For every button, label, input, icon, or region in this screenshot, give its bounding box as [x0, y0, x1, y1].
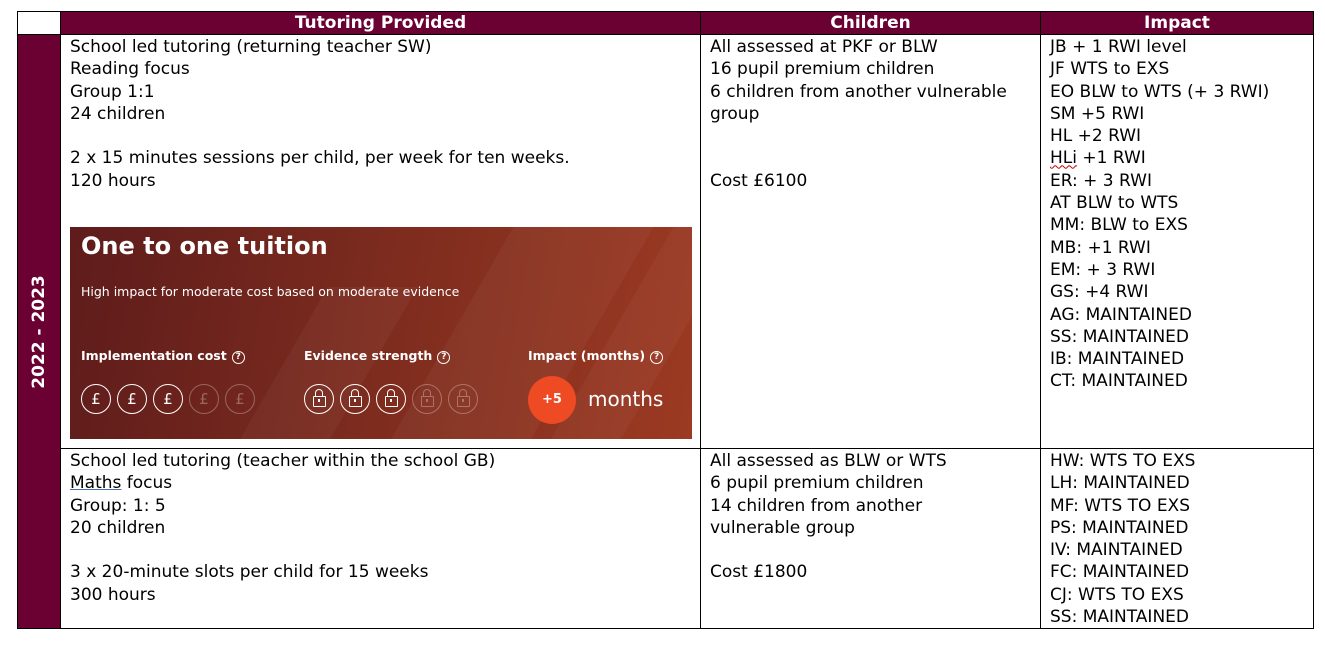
impact-line: SM +5 RWI: [1050, 103, 1145, 124]
tutoring-cell-maths: [61, 449, 701, 629]
text-line: 24 children: [70, 103, 166, 124]
text-line: [710, 125, 1031, 147]
children-cell-reading: [701, 35, 1041, 449]
table-row: [18, 449, 1314, 629]
text-line: 14 children from another: [710, 495, 923, 516]
impact-line: ER: + 3 RWI: [1050, 170, 1152, 191]
text-line: Group 1:1: [70, 81, 155, 102]
impact-line: IV: MAINTAINED: [1050, 540, 1183, 561]
text-line: Maths focus: [70, 473, 173, 494]
impact-line: CJ: WTS TO EXS: [1050, 584, 1184, 605]
text-line: 2 x 15 minutes sessions per child, per week for ten weeks.: [70, 148, 570, 169]
text-line: Reading focus: [70, 59, 190, 80]
impact-cell-reading: [1041, 35, 1314, 449]
tutoring-cell-reading: [61, 35, 701, 449]
spellcheck-word: HLi: [1050, 148, 1077, 169]
text-line: All assessed at PKF or BLW: [710, 37, 938, 57]
impact-line: MB: +1 RWI: [1050, 237, 1151, 258]
year-cell: [18, 35, 61, 629]
impact-label: Impact (months) ?: [528, 345, 663, 367]
impact-line: EM: + 3 RWI: [1050, 259, 1156, 280]
help-icon[interactable]: ?: [650, 351, 663, 364]
impact-line: AG: MAINTAINED: [1050, 304, 1192, 325]
impact-line: IB: MAINTAINED: [1050, 349, 1185, 370]
pound-icon: £: [117, 384, 147, 414]
cost-rating: [81, 384, 255, 414]
pound-icon: £: [81, 384, 111, 414]
year-label: 2022 - 2023: [29, 274, 49, 389]
impact-cell-maths: [1041, 449, 1314, 629]
text-line: 6 pupil premium children: [710, 473, 924, 494]
padlock-icon: [304, 384, 334, 414]
cost-label: Implementation cost ?: [81, 345, 245, 367]
impact-line: HL +2 RWI: [1050, 126, 1142, 147]
months-label: months: [588, 387, 664, 412]
impact-line: HW: WTS TO EXS: [1050, 451, 1196, 471]
header-row: [18, 12, 1314, 35]
padlock-icon: [376, 384, 406, 414]
text-line: School led tutoring (returning teacher SW): [70, 37, 432, 57]
eef-title: One to one tuition: [81, 232, 328, 261]
evidence-rating: [304, 384, 478, 414]
impact-line: PS: MAINTAINED: [1050, 517, 1189, 538]
pound-icon: £: [189, 384, 219, 414]
text-line: [710, 147, 1031, 169]
pound-icon: £: [225, 384, 255, 414]
header-tutoring: Tutoring Provided: [61, 12, 701, 35]
eef-subtitle: High impact for moderate cost based on moderate evidence: [81, 284, 460, 300]
impact-line: SS: MAINTAINED: [1050, 607, 1189, 628]
impact-line: HLi +1 RWI: [1050, 148, 1146, 169]
cost-text: Cost £6100: [710, 170, 808, 191]
help-icon[interactable]: ?: [232, 351, 245, 364]
children-cell-maths: [701, 449, 1041, 629]
corner-cell: [18, 12, 61, 35]
text-line: [70, 539, 691, 561]
impact-line: MM: BLW to EXS: [1050, 215, 1188, 236]
table-row: [18, 35, 1314, 449]
text-line: School led tutoring (teacher within the school GB): [70, 451, 496, 471]
impact-badge: +5: [528, 376, 576, 424]
text-line: 6 children from another vulnerable: [710, 81, 1007, 102]
padlock-icon: [448, 384, 478, 414]
text-line: All assessed as BLW or WTS: [710, 451, 947, 471]
impact-line: JB + 1 RWI level: [1050, 37, 1187, 57]
header-impact: Impact: [1041, 12, 1314, 35]
tutoring-table: [17, 11, 1314, 629]
padlock-icon: [340, 384, 370, 414]
text-line: 120 hours: [70, 170, 156, 191]
underlined-word: Maths: [70, 473, 122, 494]
impact-line: EO BLW to WTS (+ 3 RWI): [1050, 81, 1270, 102]
impact-line: AT BLW to WTS: [1050, 193, 1179, 214]
impact-line: CT: MAINTAINED: [1050, 371, 1188, 392]
text-line: 16 pupil premium children: [710, 59, 935, 80]
eef-toolkit-banner: [70, 227, 692, 439]
text-line: vulnerable group: [710, 517, 855, 538]
text-line: 3 x 20-minute slots per child for 15 weeks: [70, 562, 429, 583]
text-line: [70, 125, 691, 147]
text-line: group: [710, 103, 760, 124]
impact-line: GS: +4 RWI: [1050, 282, 1149, 303]
impact-line: LH: MAINTAINED: [1050, 473, 1190, 494]
impact-line: MF: WTS TO EXS: [1050, 495, 1190, 516]
evidence-label: Evidence strength ?: [304, 345, 450, 367]
impact-line: FC: MAINTAINED: [1050, 562, 1190, 583]
impact-line: SS: MAINTAINED: [1050, 326, 1189, 347]
text-line: 20 children: [70, 517, 166, 538]
text-line: Group: 1: 5: [70, 495, 166, 516]
padlock-icon: [412, 384, 442, 414]
header-children: Children: [701, 12, 1041, 35]
text-line: 300 hours: [70, 584, 156, 605]
cost-text: Cost £1800: [710, 562, 808, 583]
pound-icon: £: [153, 384, 183, 414]
impact-line: JF WTS to EXS: [1050, 59, 1170, 80]
text-line: [710, 539, 1031, 561]
help-icon[interactable]: ?: [437, 351, 450, 364]
